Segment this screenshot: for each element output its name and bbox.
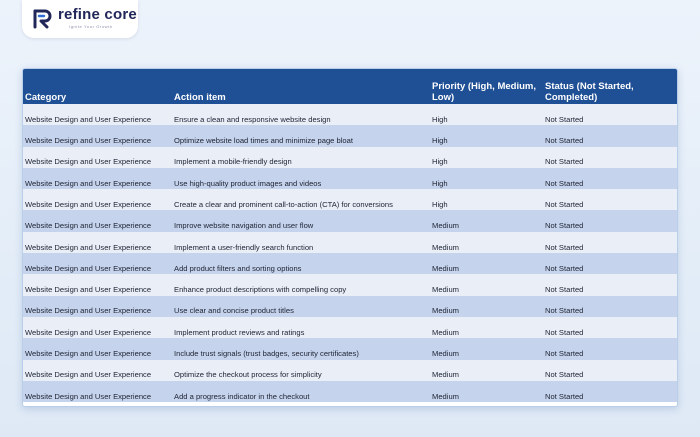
cell-category: Website Design and User Experience (25, 136, 152, 146)
action-table (23, 69, 677, 402)
action-plan-table (22, 68, 678, 407)
cell-action: Ensure a clean and responsive website design (174, 114, 331, 124)
table-row (23, 232, 677, 253)
cell-category: Website Design and User Experience (25, 242, 152, 252)
cell-status: Not Started (545, 114, 584, 124)
header-status: Status (Not Started, Completed) (545, 81, 634, 103)
cell-category: Website Design and User Experience (25, 199, 152, 209)
cell-priority: High (432, 157, 448, 167)
cell-status: Not Started (545, 370, 584, 380)
cell-category: Website Design and User Experience (25, 370, 152, 380)
cell-priority: Medium (432, 370, 460, 380)
cell-priority: Medium (432, 306, 460, 316)
cell-priority: High (432, 114, 448, 124)
table-row (23, 381, 677, 402)
cell-action: Use clear and concise product titles (174, 306, 294, 316)
table-row (23, 125, 677, 146)
cell-status: Not Started (545, 242, 584, 252)
header-action-item: Action item (174, 92, 226, 103)
cell-action: Optimize the checkout process for simplicity (174, 370, 322, 380)
cell-status: Not Started (545, 263, 584, 273)
table-row (23, 147, 677, 168)
cell-category: Website Design and User Experience (25, 391, 152, 401)
cell-action: Enhance product descriptions with compelling copy (174, 285, 347, 295)
header-category: Category (25, 92, 67, 103)
cell-category: Website Design and User Experience (25, 263, 152, 273)
cell-category: Website Design and User Experience (25, 327, 152, 337)
brand-tagline: Ignite Your Growth (69, 24, 113, 29)
table-header-row (23, 69, 677, 104)
cell-category: Website Design and User Experience (25, 114, 152, 124)
cell-category: Website Design and User Experience (25, 157, 152, 167)
header-priority: Priority (High, Medium, Low) (432, 81, 536, 103)
table-row (23, 253, 677, 274)
cell-status: Not Started (545, 327, 584, 337)
table-row (23, 317, 677, 338)
cell-category: Website Design and User Experience (25, 285, 152, 295)
cell-category: Website Design and User Experience (25, 349, 152, 359)
cell-priority: High (432, 178, 448, 188)
cell-priority: Medium (432, 221, 460, 231)
cell-status: Not Started (545, 306, 584, 316)
cell-action: Add a progress indicator in the checkout (174, 391, 310, 401)
cell-action: Optimize website load times and minimize page bloat (174, 136, 353, 146)
cell-action: Include trust signals (trust badges, security certificates) (174, 349, 359, 359)
cell-status: Not Started (545, 391, 584, 401)
cell-status: Not Started (545, 157, 584, 167)
cell-priority: High (432, 136, 448, 146)
cell-action: Use high-quality product images and videos (174, 178, 322, 188)
cell-status: Not Started (545, 178, 584, 188)
brand-name: refine core (58, 6, 137, 23)
cell-status: Not Started (545, 285, 584, 295)
cell-priority: Medium (432, 285, 460, 295)
cell-category: Website Design and User Experience (25, 306, 152, 316)
cell-status: Not Started (545, 349, 584, 359)
table-row (23, 296, 677, 317)
table-row (23, 210, 677, 231)
cell-status: Not Started (545, 136, 584, 146)
cell-action: Implement a mobile-friendly design (174, 157, 292, 167)
cell-priority: Medium (432, 242, 460, 252)
brand-logo (22, 0, 138, 38)
cell-action: Improve website navigation and user flow (174, 221, 314, 231)
table-row (23, 360, 677, 381)
cell-category: Website Design and User Experience (25, 178, 152, 188)
refine-core-logo-icon (32, 7, 54, 29)
table-row (23, 338, 677, 359)
cell-action: Add product filters and sorting options (174, 263, 302, 273)
cell-action: Implement a user-friendly search function (174, 242, 314, 252)
cell-category: Website Design and User Experience (25, 221, 152, 231)
cell-priority: Medium (432, 327, 460, 337)
cell-action: Create a clear and prominent call-to-action (CTA) for conversions (174, 199, 393, 209)
cell-action: Implement product reviews and ratings (174, 327, 305, 337)
table-row (23, 274, 677, 295)
cell-priority: Medium (432, 391, 460, 401)
cell-status: Not Started (545, 221, 584, 231)
cell-priority: High (432, 199, 448, 209)
cell-priority: Medium (432, 349, 460, 359)
cell-priority: Medium (432, 263, 460, 273)
table-row (23, 189, 677, 210)
cell-status: Not Started (545, 199, 584, 209)
table-row (23, 104, 677, 125)
table-body (23, 104, 677, 402)
table-row (23, 168, 677, 189)
